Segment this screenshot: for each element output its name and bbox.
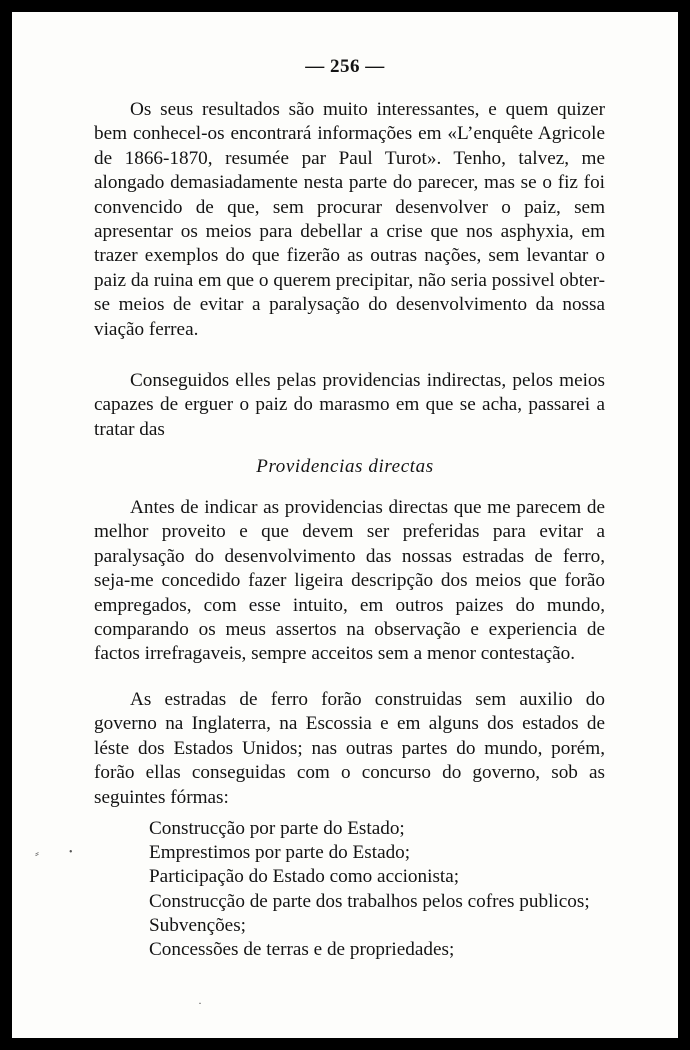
ink-speck: • bbox=[69, 847, 73, 858]
paragraph-block-4 bbox=[94, 688, 605, 810]
list-item: Subvenções; bbox=[149, 914, 246, 936]
paragraph: Os seus resultados são muito interessantes, e quem quizer bem conhecel-os encontrará informações em «L’enquête Agricole de 1866-1870, resumée par Paul Turot». Tenho, talvez, me alongado demasiadamente nesta parte do parecer, mas se o fiz foi convencido de que, sem procurar desenvolver o paiz, sem apresentar os meios para debellar a crise que nos asphyxia, em trazer exemplos do que fizerão as outras nações, sem levantar o paiz da ruina em que o querem precipitar, não seria possivel obter-se meios de evitar a paralysação do desenvolvimento da nossa viação ferrea. bbox=[94, 99, 605, 340]
list-item: Concessões de terras e de propriedades; bbox=[149, 939, 455, 961]
paragraph-block-2 bbox=[94, 369, 605, 442]
list-item: Construcção por parte do Estado; bbox=[149, 818, 405, 839]
paragraph: Antes de indicar as providencias directas que me parecem de melhor proveito e que devem ser preferidas para evitar a paralysação do desenvolvimento das nossas estradas de ferro, seja-me concedido fazer ligeira descripção dos meios que forão empregados, com esse intuito, em outros paizes do mundo, comparando os meus assertos na observação e experiencia de factos irrefragaveis, sempre acceitos sem a menor contestação. bbox=[94, 497, 605, 665]
paragraph: Conseguidos elles pelas providencias indirectas, pelos meios capazes de erguer o paiz do marasmo em que se acha, passarei a tratar das bbox=[94, 370, 605, 440]
list-item: Construcção de parte dos trabalhos pelos cofres publicos; bbox=[149, 890, 590, 912]
page-number: — 256 — bbox=[305, 56, 385, 77]
book-page bbox=[12, 12, 678, 1038]
section-heading: Providencias directas bbox=[256, 456, 434, 477]
paragraph-block-3 bbox=[94, 496, 605, 667]
paragraph: As estradas de ferro forão construidas sem auxilio do governo na Inglaterra, na Escossia e em alguns dos estados de léste dos Estados Unidos; nas outras partes do mundo, porém, forão ellas conseguidas com o concurso do governo, sob as seguintes fórmas: bbox=[94, 689, 605, 808]
list-item: Emprestimos por parte do Estado; bbox=[149, 842, 411, 864]
forms-list bbox=[149, 817, 609, 962]
ink-speck: · bbox=[198, 996, 202, 1010]
list-item: Participação do Estado como accionista; bbox=[149, 866, 460, 888]
paragraph-block-1 bbox=[94, 98, 605, 342]
ink-speck: ⸗ bbox=[35, 846, 39, 860]
